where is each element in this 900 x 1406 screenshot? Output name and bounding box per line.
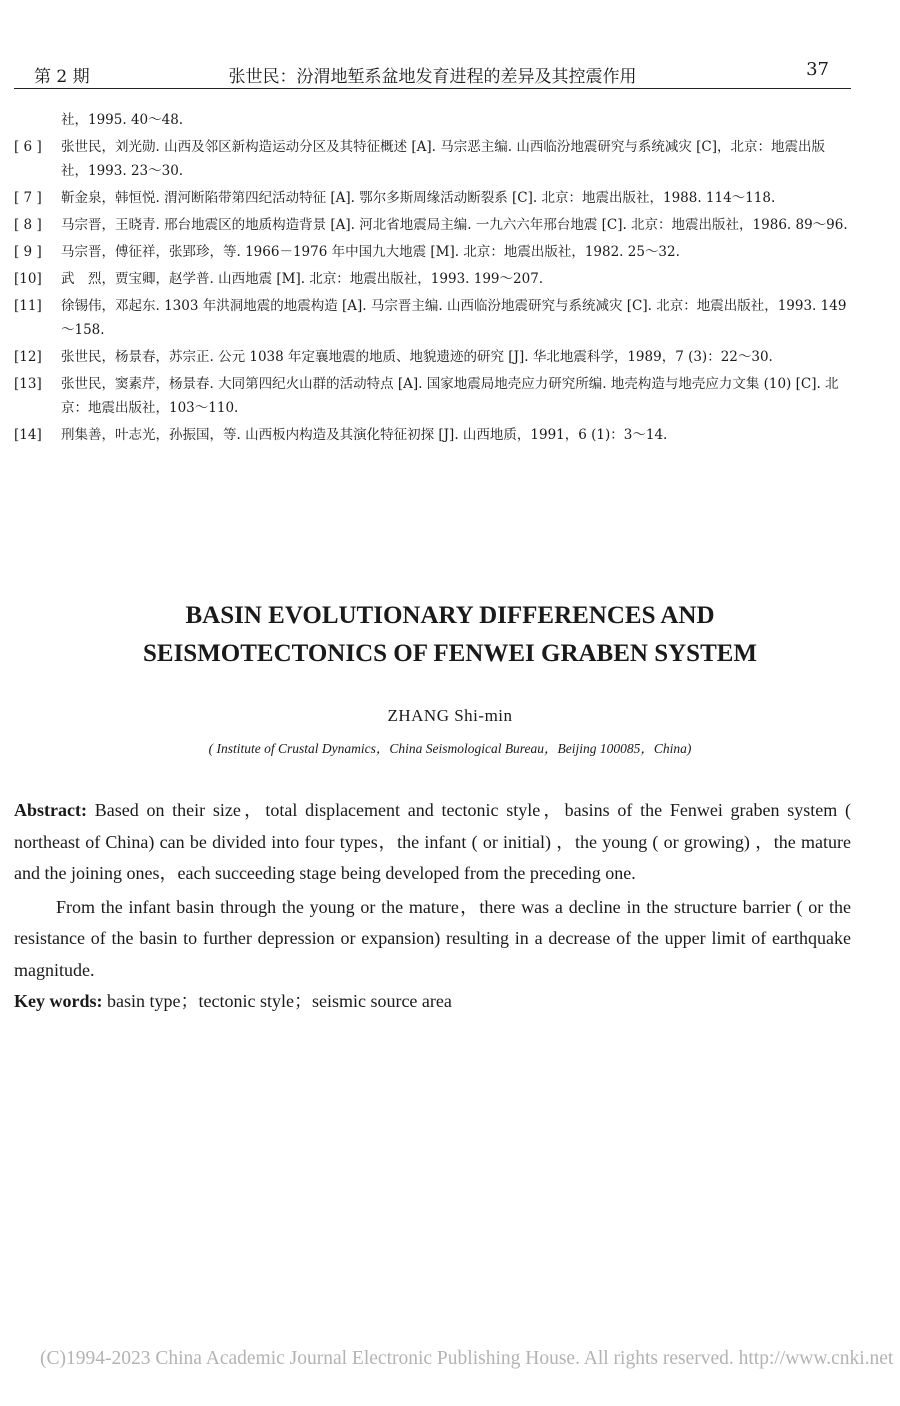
reference-continuation: 社，1995. 40～48. xyxy=(61,112,184,128)
english-title xyxy=(0,597,900,673)
reference-text: 张世民，杨景春，苏宗正. 公元 1038 年定襄地震的地质、地貌遗迹的研究 [J]. 华北地震科学，1989，7 (3)：22～30. xyxy=(61,349,773,365)
reference-item xyxy=(14,186,851,210)
reference-text: 张世民，刘光勋. 山西及邻区新构造运动分区及其特征概述 [A]. 马宗恶主编. 山西临汾地震研究与系统减灾 [C]，北京：地震出版社，1993. 23～30. xyxy=(61,139,825,179)
reference-item xyxy=(14,294,851,342)
reference-item xyxy=(14,135,851,183)
keywords-line xyxy=(14,986,851,1018)
author-affiliation: ( Institute of Crustal Dynamics，China Seismological Bureau，Beijing 100085，China) xyxy=(208,741,692,756)
reference-number: [ 7 ] xyxy=(14,190,42,206)
reference-number: [11] xyxy=(14,298,42,314)
copyright-notice: (C)1994-2023 China Academic Journal Electronic Publishing House. All rights reserved. http://www.cnki.net xyxy=(40,1348,894,1369)
title-line: SEISMOTECTONICS OF FENWEI GRABEN SYSTEM xyxy=(142,640,758,667)
reference-text: 靳金泉，韩恒悦. 渭河断陷带第四纪活动特征 [A]. 鄂尔多斯周缘活动断裂系 [C]. 北京：地震出版社，1988. 114～118. xyxy=(61,190,776,206)
keywords-text: basin type；tectonic style；seismic source area xyxy=(102,991,452,1011)
reference-text: 徐锡伟，邓起东. 1303 年洪洞地震的地震构造 [A]. 马宗晋主编. 山西临汾地震研究与系统减灾 [C]. 北京：地震出版社，1993. 149～158. xyxy=(61,298,847,338)
reference-item xyxy=(14,267,851,291)
reference-number: [ 6 ] xyxy=(14,139,42,155)
abstract-label: Abstract: xyxy=(14,800,87,820)
reference-text: 马宗晋，王晓青. 邢台地震区的地质构造背景 [A]. 河北省地震局主编. 一九六六年邢台地震 [C]. 北京：地震出版社，1986. 89～96. xyxy=(61,217,848,233)
reference-number: [10] xyxy=(14,271,42,287)
running-title: 张世民：汾渭地堑系盆地发育进程的差异及其控震作用 xyxy=(228,67,637,87)
abstract-paragraph: From the infant basin through the young or the mature，there was a decline in the structure barrier ( or the resistance of the basin to further depression or expansion) resulting in a decrease of the upper limit of earthquake magnitude. xyxy=(14,896,851,980)
reference-list xyxy=(14,108,851,450)
reference-number: [ 9 ] xyxy=(14,244,42,260)
issue-number: 第 2 期 xyxy=(34,67,90,87)
title-line: BASIN EVOLUTIONARY DIFFERENCES AND xyxy=(185,602,715,629)
reference-number: [12] xyxy=(14,349,42,365)
reference-number: [14] xyxy=(14,427,42,443)
page-header xyxy=(14,58,851,89)
reference-number: [ 8 ] xyxy=(14,217,42,233)
author-name: ZHANG Shi-min xyxy=(387,706,513,725)
reference-text: 武 烈，贾宝卿，赵学普. 山西地震 [M]. 北京：地震出版社，1993. 199～207. xyxy=(61,271,544,287)
reference-item xyxy=(14,345,851,369)
reference-item xyxy=(14,240,851,264)
reference-number: [13] xyxy=(14,376,42,392)
reference-text: 张世民，窦素芹，杨景春. 大同第四纪火山群的活动特点 [A]. 国家地震局地壳应力研究所编. 地壳构造与地壳应力文集 (10) [C]. 北京：地震出版社，103～110. xyxy=(61,376,839,416)
abstract-paragraph xyxy=(14,795,851,890)
reference-text: 马宗晋，傅征祥，张郢珍，等. 1966－1976 年中国九大地震 [M]. 北京：地震出版社，1982. 25～32. xyxy=(61,244,680,260)
reference-text: 刑集善，叶志光，孙振国，等. 山西板内构造及其演化特征初探 [J]. 山西地质，1991，6 (1)：3～14. xyxy=(61,427,668,443)
reference-item xyxy=(14,213,851,237)
abstract-section xyxy=(14,795,851,1018)
reference-item xyxy=(14,372,851,420)
abstract-text: Based on their size，total displacement and tectonic style，basins of the Fenwei graben system ( northeast of China) can be divided into four types，the infant ( or initial) ，the young ( or growing) ，the mature and the joining ones，each succeeding stage being developed from the preceding one. xyxy=(14,800,851,883)
reference-item xyxy=(14,423,851,447)
keywords-label: Key words: xyxy=(14,991,103,1011)
page-number: 37 xyxy=(806,59,829,80)
